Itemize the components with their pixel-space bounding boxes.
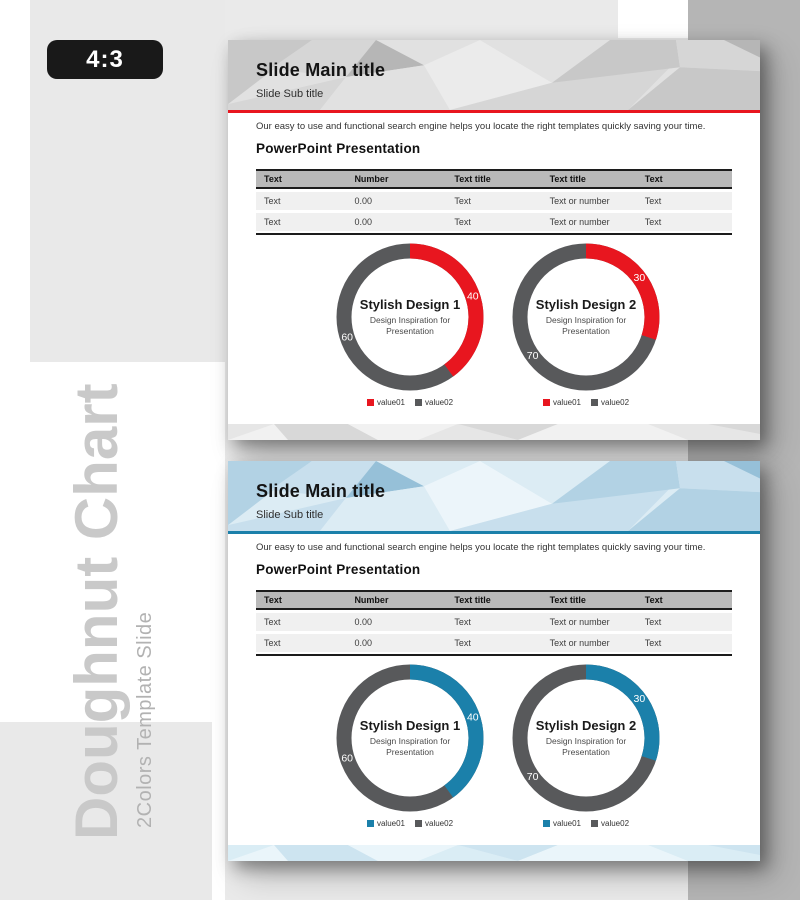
lowpoly-footer-art (228, 424, 760, 440)
section-title: PowerPoint Presentation (256, 562, 421, 577)
chart-title: Stylish Design 1 (359, 296, 461, 312)
table-header-row (256, 590, 732, 610)
background-white-strip (618, 0, 688, 38)
legend-label: value01 (376, 819, 405, 828)
slide-red (228, 40, 760, 440)
data-label-value02: 60 (341, 331, 354, 344)
table-header-row (256, 169, 732, 189)
data-label-value01: 40 (466, 290, 479, 303)
chart-subtitle: Design Inspiration for Presentation (369, 314, 451, 336)
table-cell: Text (644, 217, 662, 227)
table-cell: Text (454, 638, 471, 648)
aspect-ratio-badge (47, 40, 163, 79)
legend-swatch-value01 (543, 399, 550, 406)
table-row (256, 213, 732, 231)
slide-blue (228, 461, 760, 861)
chart-subtitle: Design Inspiration for Presentation (545, 735, 627, 757)
data-label-value01: 40 (466, 711, 479, 724)
accent-divider-line (228, 531, 760, 534)
legend-label: value02 (601, 398, 630, 407)
aspect-ratio-label: 4:3 (86, 45, 124, 73)
table-cell: Text (454, 617, 471, 627)
doughnut-center-text (354, 682, 466, 794)
data-label-value02: 60 (341, 752, 354, 765)
legend-swatch-value02 (415, 399, 422, 406)
table-cell: Text (644, 196, 662, 206)
legend-item (591, 819, 629, 828)
table-header-cell: Text (264, 174, 282, 184)
table-cell: Text (264, 617, 281, 627)
data-label-value02: 70 (526, 349, 539, 362)
legend-item (415, 819, 453, 828)
doughnut-center-text (530, 682, 642, 794)
doughnut-chart-2 (510, 662, 662, 834)
accent-divider-line (228, 110, 760, 113)
table-cell: 0.00 (354, 196, 372, 206)
doughnut-chart-2 (510, 241, 662, 413)
legend-swatch-value01 (367, 820, 374, 827)
table-header-cell: Text title (549, 595, 586, 605)
doughnut-chart-1 (334, 241, 486, 413)
lowpoly-footer-art (228, 845, 760, 861)
table-header-cell: Text title (454, 595, 491, 605)
chart-legend (334, 819, 486, 828)
legend-label: value01 (376, 398, 405, 407)
table-header-cell: Text (644, 595, 663, 605)
chart-subtitle: Design Inspiration for Presentation (545, 314, 627, 336)
legend-item (367, 398, 405, 407)
table-row (256, 634, 732, 652)
table-row (256, 613, 732, 631)
side-vertical-title: Doughnut Chart (63, 383, 130, 840)
table-cell: Text or number (549, 617, 610, 627)
legend-item (415, 398, 453, 407)
chart-title: Stylish Design 2 (535, 296, 637, 312)
table-header-cell: Text (644, 174, 663, 184)
legend-label: value02 (601, 819, 630, 828)
table-header-cell: Text title (454, 174, 491, 184)
table-cell: Text (644, 617, 662, 627)
table-header-cell: Number (354, 595, 389, 605)
doughnut-center-text (354, 261, 466, 373)
legend-swatch-value01 (543, 820, 550, 827)
table-cell: 0.00 (354, 617, 372, 627)
slide-footer (228, 424, 760, 440)
table-header-cell: Text (264, 595, 282, 605)
table-cell: Text or number (549, 217, 610, 227)
legend-swatch-value02 (591, 820, 598, 827)
table-cell: Text or number (549, 196, 610, 206)
chart-title: Stylish Design 2 (535, 717, 637, 733)
legend-swatch-value02 (415, 820, 422, 827)
section-title: PowerPoint Presentation (256, 141, 421, 156)
data-label-value01: 30 (633, 272, 646, 285)
legend-label: value01 (552, 819, 581, 828)
table-cell: Text (644, 638, 662, 648)
legend-label: value01 (552, 398, 581, 407)
data-table (256, 169, 732, 235)
data-label-value01: 30 (633, 693, 646, 706)
legend-swatch-value01 (367, 399, 374, 406)
slide-main-title: Slide Main title (256, 60, 386, 80)
slide-footer (228, 845, 760, 861)
chart-title: Stylish Design 1 (359, 717, 461, 733)
data-label-value02: 70 (526, 770, 539, 783)
chart-legend (510, 398, 662, 407)
slide-description: Our easy to use and functional search engine helps you locate the right templates quickly saving your time. (256, 542, 706, 553)
table-cell: Text (264, 217, 281, 227)
data-table (256, 590, 732, 656)
legend-label: value02 (425, 819, 454, 828)
legend-item (543, 819, 581, 828)
slide-sub-title: Slide Sub title (256, 88, 324, 100)
table-cell: Text or number (549, 638, 610, 648)
table-cell: 0.00 (354, 638, 372, 648)
legend-item (543, 398, 581, 407)
chart-legend (510, 819, 662, 828)
slide-header (228, 461, 760, 531)
table-row (256, 192, 732, 210)
chart-subtitle: Design Inspiration for Presentation (369, 735, 451, 757)
table-cell: Text (264, 638, 281, 648)
table-cell: Text (454, 196, 471, 206)
doughnut-center-text (530, 261, 642, 373)
slide-header (228, 40, 760, 110)
doughnut-chart-1 (334, 662, 486, 834)
table-cell: Text (264, 196, 281, 206)
legend-item (367, 819, 405, 828)
side-vertical-subtitle: 2Colors Template Slide (134, 611, 156, 828)
chart-legend (334, 398, 486, 407)
legend-item (591, 398, 629, 407)
table-cell: Text (454, 217, 471, 227)
legend-swatch-value02 (591, 399, 598, 406)
table-cell: 0.00 (354, 217, 372, 227)
table-header-cell: Number (354, 174, 389, 184)
table-header-cell: Text title (549, 174, 586, 184)
slide-sub-title: Slide Sub title (256, 509, 324, 521)
slide-main-title: Slide Main title (256, 481, 386, 501)
slide-description: Our easy to use and functional search engine helps you locate the right templates quickly saving your time. (256, 121, 706, 132)
legend-label: value02 (425, 398, 454, 407)
